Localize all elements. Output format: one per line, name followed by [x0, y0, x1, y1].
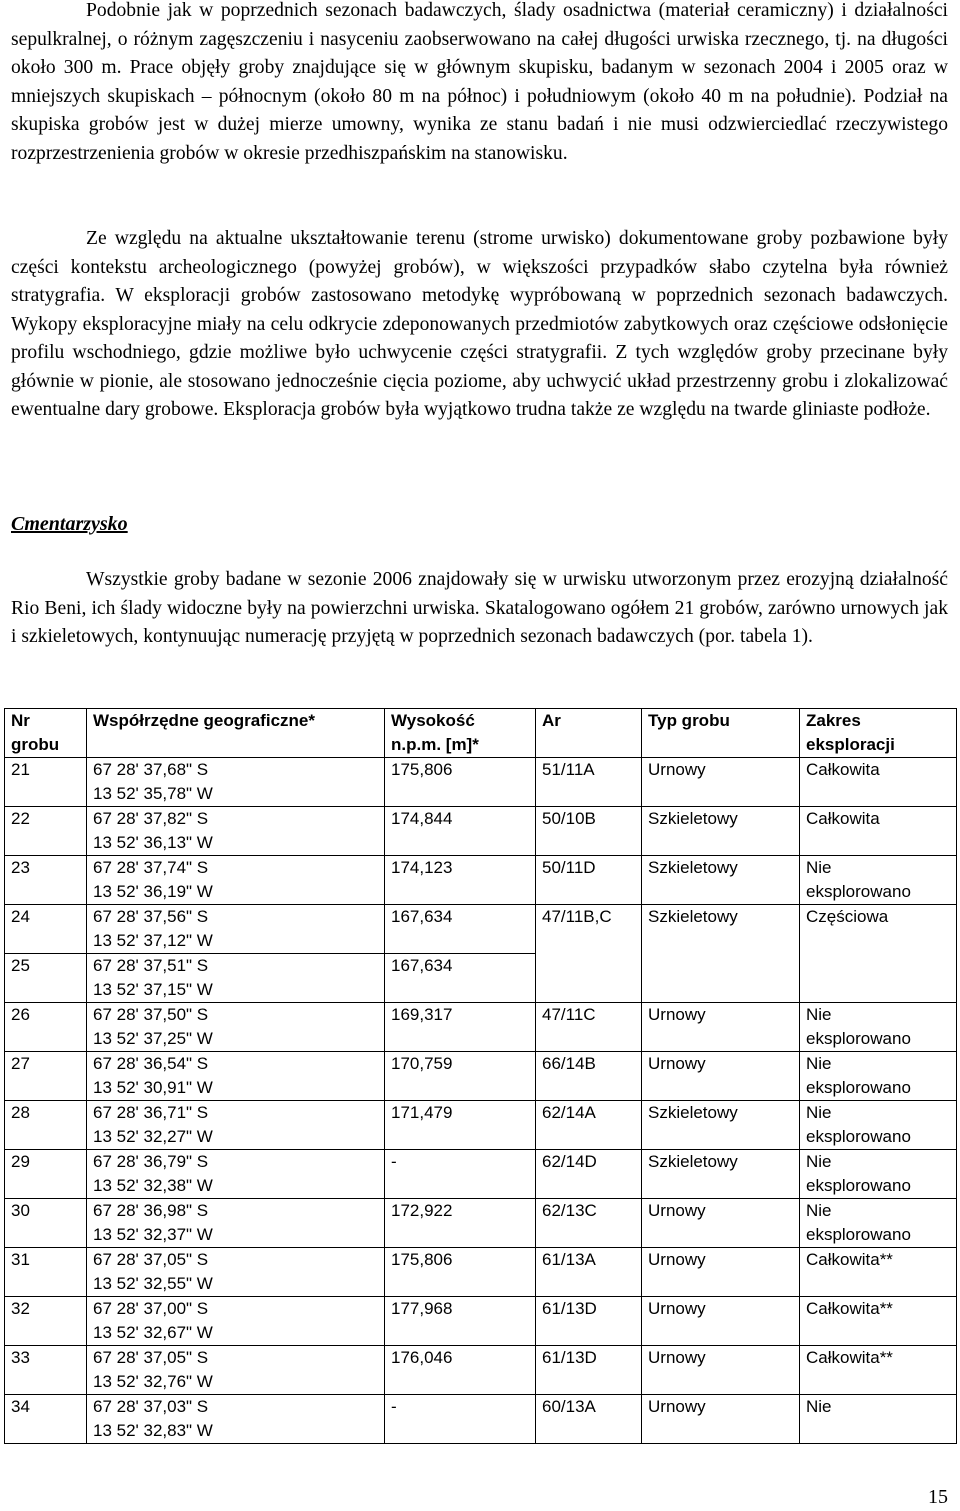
header-grave-number: Nr grobu [5, 709, 87, 758]
cell-elevation: 176,046 [385, 1346, 536, 1395]
cell-ar: 50/11D [536, 856, 642, 905]
cell-grave-type: Urnowy [642, 1052, 800, 1101]
cell-coordinates: 67 28' 37,50" S 13 52' 37,25" W [87, 1003, 385, 1052]
section-heading-cemetery: Cmentarzysko [11, 513, 128, 535]
cell-ar: 47/11C [536, 1003, 642, 1052]
cell-ar: 47/11B,C [536, 905, 642, 1003]
cell-grave-number: 27 [5, 1052, 87, 1101]
cell-grave-type: Szkieletowy [642, 807, 800, 856]
table-header-row [5, 709, 957, 758]
cell-elevation: - [385, 1150, 536, 1199]
cell-grave-number: 22 [5, 807, 87, 856]
cell-grave-number: 24 [5, 905, 87, 954]
cell-coordinates: 67 28' 37,82" S 13 52' 36,13" W [87, 807, 385, 856]
cell-elevation: 177,968 [385, 1297, 536, 1346]
cell-ar: 62/14A [536, 1101, 642, 1150]
header-exploration-scope: Zakres eksploracji [800, 709, 957, 758]
cell-elevation: 171,479 [385, 1101, 536, 1150]
header-coordinates: Współrzędne geograficzne* [87, 709, 385, 758]
cell-exploration-scope: Nie eksplorowano [800, 1101, 957, 1150]
cell-elevation: 175,806 [385, 758, 536, 807]
cell-coordinates: 67 28' 37,56" S 13 52' 37,12" W [87, 905, 385, 954]
cell-grave-number: 23 [5, 856, 87, 905]
cell-ar: 61/13D [536, 1297, 642, 1346]
cell-exploration-scope: Nie eksplorowano [800, 1150, 957, 1199]
cell-grave-number: 26 [5, 1003, 87, 1052]
cell-exploration-scope: Nie eksplorowano [800, 1052, 957, 1101]
cell-coordinates: 67 28' 37,51" S 13 52' 37,15" W [87, 954, 385, 1003]
cell-grave-type: Urnowy [642, 1199, 800, 1248]
cell-grave-type: Szkieletowy [642, 856, 800, 905]
cell-exploration-scope: Całkowita** [800, 1297, 957, 1346]
cell-ar: 51/11A [536, 758, 642, 807]
cell-ar: 62/13C [536, 1199, 642, 1248]
cell-grave-number: 21 [5, 758, 87, 807]
cell-coordinates: 67 28' 37,05" S 13 52' 32,76" W [87, 1346, 385, 1395]
cell-exploration-scope: Nie eksplorowano [800, 1003, 957, 1052]
cell-grave-type: Urnowy [642, 1395, 800, 1444]
table-row [5, 1003, 957, 1052]
header-ar: Ar [536, 709, 642, 758]
cell-coordinates: 67 28' 36,54" S 13 52' 30,91" W [87, 1052, 385, 1101]
cell-grave-type: Urnowy [642, 1297, 800, 1346]
table-row [5, 807, 957, 856]
table-row [5, 856, 957, 905]
cell-elevation: 167,634 [385, 905, 536, 954]
header-grave-type: Typ grobu [642, 709, 800, 758]
table-row [5, 1395, 957, 1444]
cell-elevation: 174,123 [385, 856, 536, 905]
cell-elevation: 169,317 [385, 1003, 536, 1052]
cell-grave-number: 32 [5, 1297, 87, 1346]
cell-grave-type: Szkieletowy [642, 1150, 800, 1199]
cell-exploration-scope: Całkowita** [800, 1346, 957, 1395]
table-row [5, 905, 957, 954]
cell-coordinates: 67 28' 37,03" S 13 52' 32,83" W [87, 1395, 385, 1444]
page-number: 15 [928, 1486, 948, 1508]
cell-elevation: 175,806 [385, 1248, 536, 1297]
table-row [5, 1150, 957, 1199]
cell-exploration-scope: Nie [800, 1395, 957, 1444]
cell-exploration-scope: Całkowita** [800, 1248, 957, 1297]
cell-ar: 60/13A [536, 1395, 642, 1444]
cell-elevation: 172,922 [385, 1199, 536, 1248]
cell-elevation: - [385, 1395, 536, 1444]
cell-grave-number: 31 [5, 1248, 87, 1297]
graves-table [4, 708, 957, 1444]
cell-grave-number: 33 [5, 1346, 87, 1395]
cell-grave-number: 25 [5, 954, 87, 1003]
cell-elevation: 174,844 [385, 807, 536, 856]
cell-grave-type: Urnowy [642, 1003, 800, 1052]
table-row [5, 1101, 957, 1150]
cell-ar: 61/13D [536, 1346, 642, 1395]
table-row [5, 1199, 957, 1248]
cell-ar: 62/14D [536, 1150, 642, 1199]
cell-grave-type: Urnowy [642, 758, 800, 807]
cell-coordinates: 67 28' 37,00" S 13 52' 32,67" W [87, 1297, 385, 1346]
cell-exploration-scope: Nie eksplorowano [800, 856, 957, 905]
cell-exploration-scope: Całkowita [800, 807, 957, 856]
table-row [5, 1297, 957, 1346]
cell-elevation: 170,759 [385, 1052, 536, 1101]
cell-exploration-scope: Nie eksplorowano [800, 1199, 957, 1248]
table-row [5, 1346, 957, 1395]
header-elevation: Wysokość n.p.m. [m]* [385, 709, 536, 758]
cell-grave-number: 29 [5, 1150, 87, 1199]
cell-grave-type: Urnowy [642, 1346, 800, 1395]
cell-ar: 50/10B [536, 807, 642, 856]
cell-grave-number: 34 [5, 1395, 87, 1444]
cell-coordinates: 67 28' 37,74" S 13 52' 36,19" W [87, 856, 385, 905]
cell-ar: 61/13A [536, 1248, 642, 1297]
cell-grave-type: Szkieletowy [642, 905, 800, 1003]
table-row [5, 1248, 957, 1297]
cell-grave-type: Urnowy [642, 1248, 800, 1297]
table-row [5, 758, 957, 807]
cell-elevation: 167,634 [385, 954, 536, 1003]
cell-grave-number: 30 [5, 1199, 87, 1248]
paragraph-cemetery-summary: Wszystkie groby badane w sezonie 2006 znajdowały się w urwisku utworzonym przez erozyjną działalność Rio Beni, ich ślady widoczne były na powierzchni urwiska. Skatalogowano ogółem 21 grobów, zarówno urnowych jak i szkieletowych, kontynuując numerację przyjętą w poprzednich sezonach badawczych (por. tabela 1). [11, 569, 948, 647]
cell-grave-type: Szkieletowy [642, 1101, 800, 1150]
cell-exploration-scope: Częściowa [800, 905, 957, 1003]
cell-exploration-scope: Całkowita [800, 758, 957, 807]
cell-coordinates: 67 28' 36,98" S 13 52' 32,37" W [87, 1199, 385, 1248]
cell-coordinates: 67 28' 37,05" S 13 52' 32,55" W [87, 1248, 385, 1297]
paragraph-terrain-methodology: Ze względu na aktualne ukształtowanie terenu (strome urwisko) dokumentowane groby pozbawione były części kontekstu archeologicznego (powyżej grobów), w większości przypadków słabo czytelna była również stratygrafia. W eksploracji grobów zastosowano metodykę wypróbowaną w poprzednich sezonach badawczych. Wykopy eksploracyjne miały na celu odkrycie zdeponowanych przedmiotów zabytkowych oraz częściowe odsłonięcie profilu wschodniego, gdzie możliwe było uchwycenie części stratygrafii. Z tych względów groby przecinane były głównie w pionie, ale stosowano jednocześnie cięcia poziome, aby uchwycić układ przestrzenny grobu i zlokalizować ewentualne dary grobowe. Eksploracja grobów była wyjątkowo trudna także ze względu na twarde gliniaste podłoże. [11, 228, 948, 420]
paragraph-settlement-traces: Podobnie jak w poprzednich sezonach badawczych, ślady osadnictwa (materiał ceramiczny) i działalności sepulkralnej, o różnym zagęszczeniu i nasyceniu zaobserwowano na całej długości urwiska rzecznego, tj. na długości około 300 m. Prace objęły groby znajdujące się w głównym skupisku, badanym w sezonach 2004 i 2005 oraz w mniejszych skupiskach – północnym (około 80 m na północ) i południowym (około 40 m na południe). Podział na skupiska grobów jest w dużej mierze umowny, wynika ze stanu badań i nie musi odzwierciedlać rzeczywistego rozprzestrzenienia grobów w okresie przedhiszpańskim na stanowisku. [11, 0, 948, 164]
cell-coordinates: 67 28' 36,71" S 13 52' 32,27" W [87, 1101, 385, 1150]
cell-coordinates: 67 28' 37,68" S 13 52' 35,78" W [87, 758, 385, 807]
cell-grave-number: 28 [5, 1101, 87, 1150]
table-row [5, 1052, 957, 1101]
cell-coordinates: 67 28' 36,79" S 13 52' 32,38" W [87, 1150, 385, 1199]
cell-ar: 66/14B [536, 1052, 642, 1101]
